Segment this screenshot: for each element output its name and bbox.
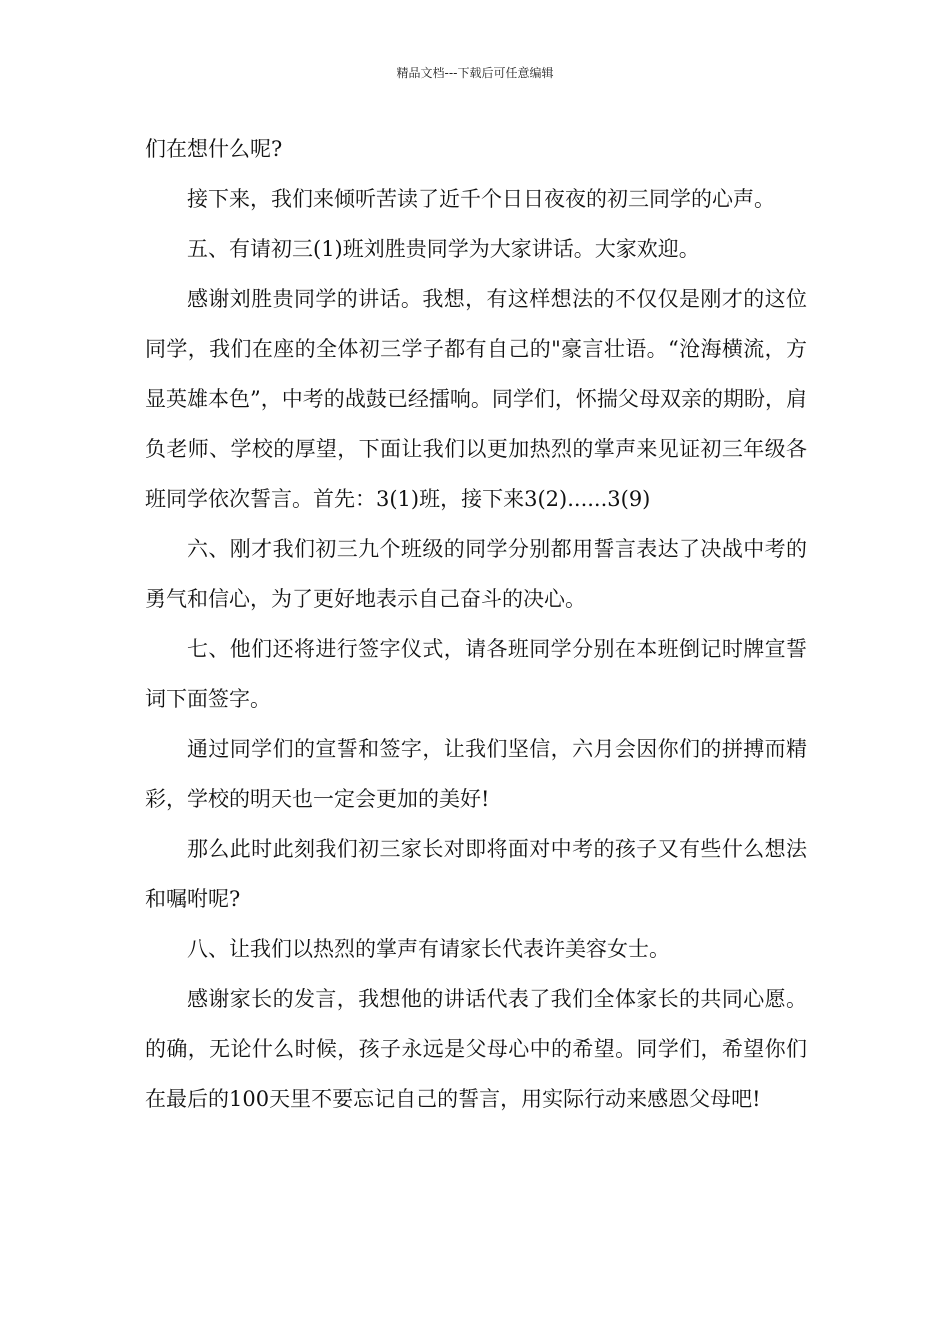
paragraph-section-seven: 七、他们还将进行签字仪式，请各班同学分别在本班倒记时牌宣誓词下面签字。 [145,637,807,711]
paragraph: 那么此时此刻我们初三家长对即将面对中考的孩子又有些什么想法和嘱咐呢? [145,837,807,911]
paragraph-section-five: 五、有请初三(1)班刘胜贵同学为大家讲话。大家欢迎。 [187,237,700,261]
paragraph-section-six: 六、刚才我们初三九个班级的同学分别都用誓言表达了决战中考的勇气和信心，为了更好地表示自己奋斗的决心。 [145,537,807,611]
paragraph: 接下来，我们来倾听苦读了近千个日日夜夜的初三同学的心声。 [187,187,775,211]
paragraph-section-eight: 八、让我们以热烈的掌声有请家长代表许美容女士。 [187,937,670,961]
document-body [145,124,807,1124]
paragraph-continuation: 们在想什么呢? [145,137,283,161]
paragraph: 感谢刘胜贵同学的讲话。我想，有这样想法的不仅仅是刚才的这位同学，我们在座的全体初三学子都有自己的"豪言壮语。“沧海横流，方显英雄本色”，中考的战鼓已经擂响。同学们，怀揣父母双亲的期盼，肩负老师、学校的厚望，下面让我们以更加热烈的掌声来见证初三年级各班同学依次誓言。首先：3(1)班，接下来3(2)......3(9) [145,287,807,511]
paragraph: 感谢家长的发言，我想他的讲话代表了我们全体家长的共同心愿。的确，无论什么时候，孩子永远是父母心中的希望。同学们，希望你们在最后的100天里不要忘记自己的誓言，用实际行动来感恩父母吧! [145,987,807,1111]
page-header: 精品文档---下载后可任意编辑 [396,66,554,80]
paragraph: 通过同学们的宣誓和签字，让我们坚信，六月会因你们的拼搏而精彩，学校的明天也一定会更加的美好! [145,737,807,811]
